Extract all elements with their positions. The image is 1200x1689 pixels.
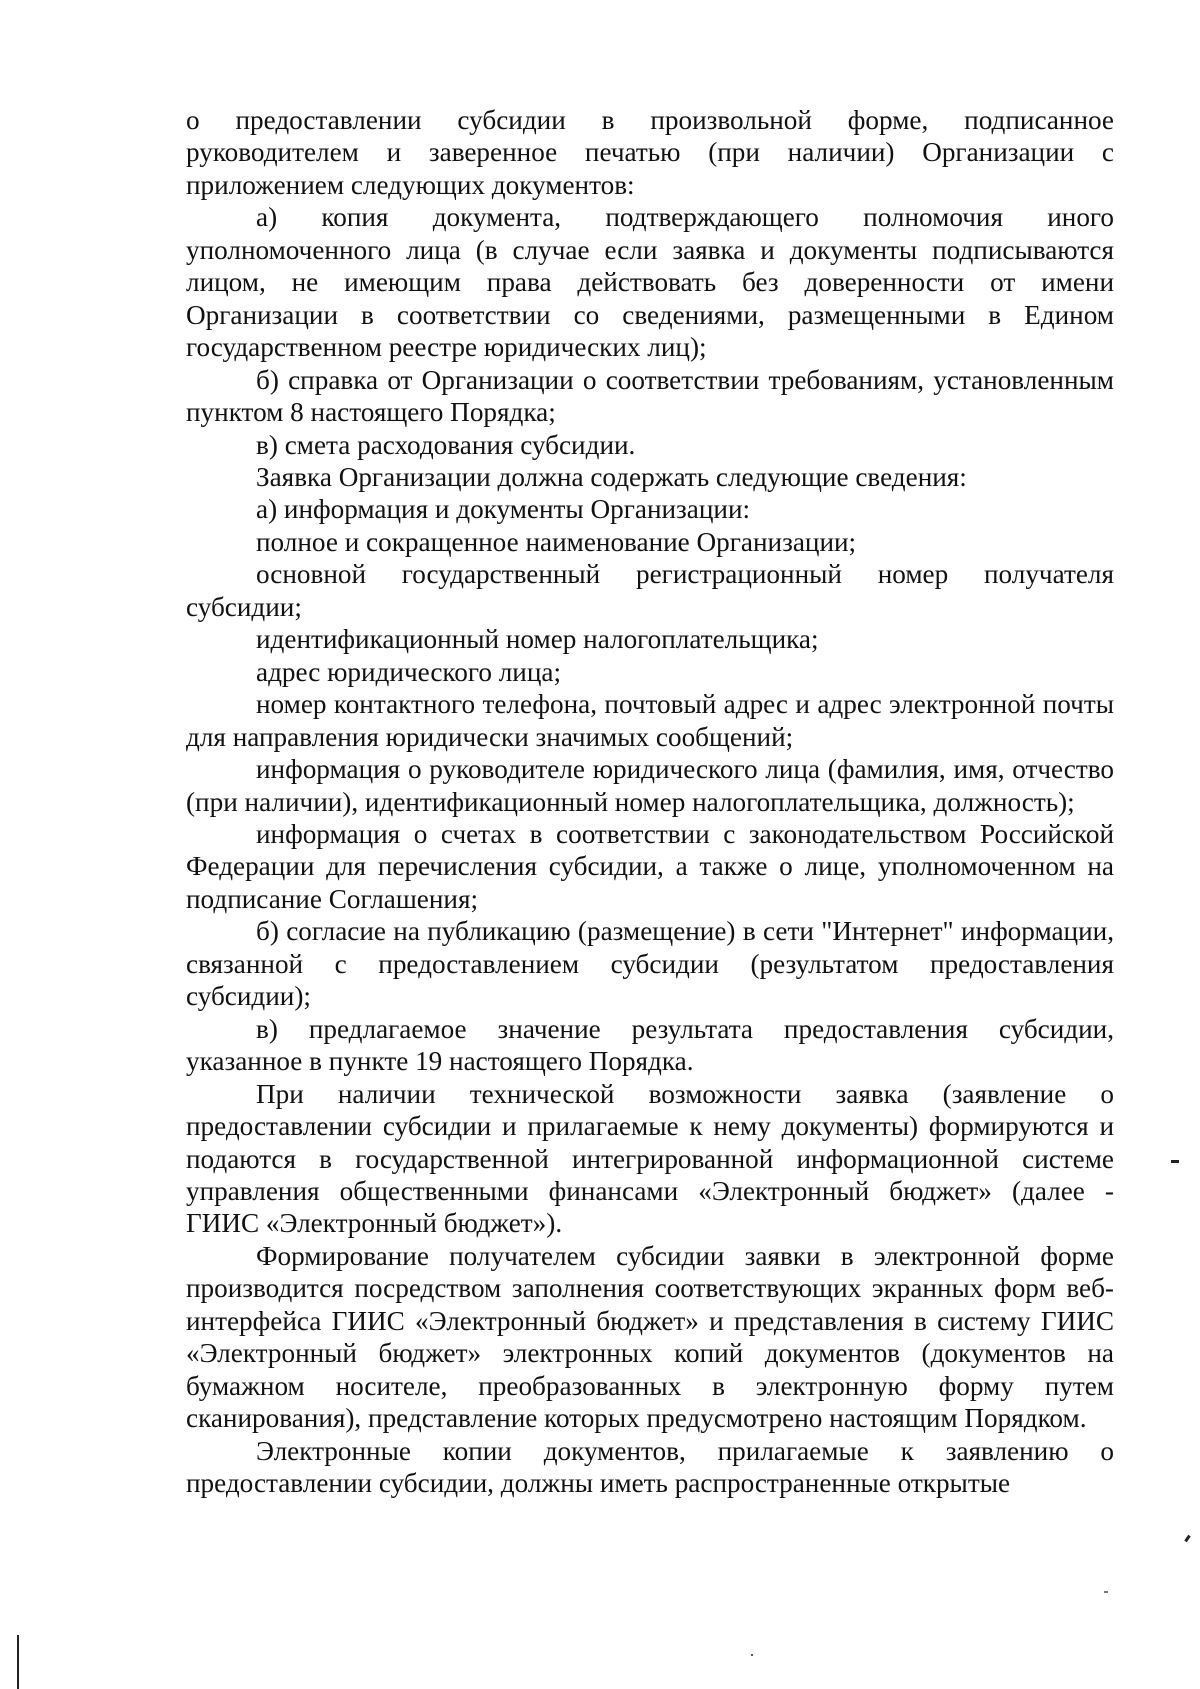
paragraph-head-info: информация о руководителе юридического лица (фамилия, имя, отчество (при наличии), идентификационный номер налогоплательщика, должность); <box>186 754 1114 817</box>
paragraph-info-documents: а) информация и документы Организации: <box>256 494 751 525</box>
scan-artifact-tick <box>1184 1535 1190 1542</box>
paragraph-application-intro: о предоставлении субсидии в произвольной форме, подписанное руководителем и заверенное печатью (при наличии) Организации с приложением следующих документов: <box>186 105 1114 200</box>
paragraph-electronic-budget: При наличии технической возможности заявка (заявление о предоставлении субсидии и прилагаемые к нему документы) формируются и подаются в государственной интегрированной информационной системе управления общественными финансами «Электронный бюджет» (далее - ГИИС «Электронный бюджет»). <box>186 1078 1114 1239</box>
scan-edge-line <box>17 1635 19 1689</box>
paragraph-electronic-form: Формирование получателем субсидии заявки в электронной форме производится посредством заполнения соответствующих экранных форм веб-интерфейса ГИИС «Электронный бюджет» и представления в систему ГИИС «Электронный бюджет» электронных копий документов (документов на бумажном носителе, преобразованных в электронную форму путем сканирования), представление которых предусмотрено настоящим Порядком. <box>186 1240 1114 1434</box>
paragraph-result-value: в) предлагаемое значение результата предоставления субсидии, указанное в пункте 19 настоящего Порядка. <box>186 1013 1114 1077</box>
scan-artifact-dash <box>1171 1160 1179 1163</box>
paragraph-application-contents: Заявка Организации должна содержать следующие сведения: <box>256 461 967 492</box>
paragraph-legal-address: адрес юридического лица; <box>256 656 561 687</box>
paragraph-contacts: номер контактного телефона, почтовый адрес и адрес электронной почты для направления юридически значимых сообщений; <box>186 689 1114 752</box>
paragraph-item-a-power-of-attorney: а) копия документа, подтверждающего полномочия иного уполномоченного лица (в случае если заявка и документы подписываются лицом, не имеющим права действовать без доверенности от имени Организации в соответствии со сведениями, размещенными в Едином государственном реестре юридических лиц); <box>186 202 1114 363</box>
scan-artifact-dot <box>751 1654 753 1656</box>
document-body <box>186 104 1114 1499</box>
paragraph-inn: идентификационный номер налогоплательщика; <box>256 624 819 655</box>
scan-artifact-dot <box>1104 1591 1108 1593</box>
paragraph-electronic-copies: Электронные копии документов, прилагаемые к заявлению о предоставлении субсидии, должны иметь распространенные открытые <box>186 1435 1114 1499</box>
paragraph-ogrn: основной государственный регистрационный номер получателя субсидии; <box>186 559 1114 622</box>
paragraph-accounts-info: информация о счетах в соответствии с законодательством Российской Федерации для перечисления субсидии, а также о лице, уполномоченном на подписание Соглашения; <box>186 818 1114 914</box>
paragraph-publication-consent: б) согласие на публикацию (размещение) в сети "Интернет" информации, связанной с предоставлением субсидии (результатом предоставления субсидии); <box>186 916 1114 1012</box>
paragraph-item-b-certificate: б) справка от Организации о соответствии требованиям, установленным пунктом 8 настоящего Порядка; <box>186 364 1114 428</box>
paragraph-item-v-estimate: в) смета расходования субсидии. <box>256 429 636 460</box>
paragraph-full-name: полное и сокращенное наименование Организации; <box>256 526 857 557</box>
